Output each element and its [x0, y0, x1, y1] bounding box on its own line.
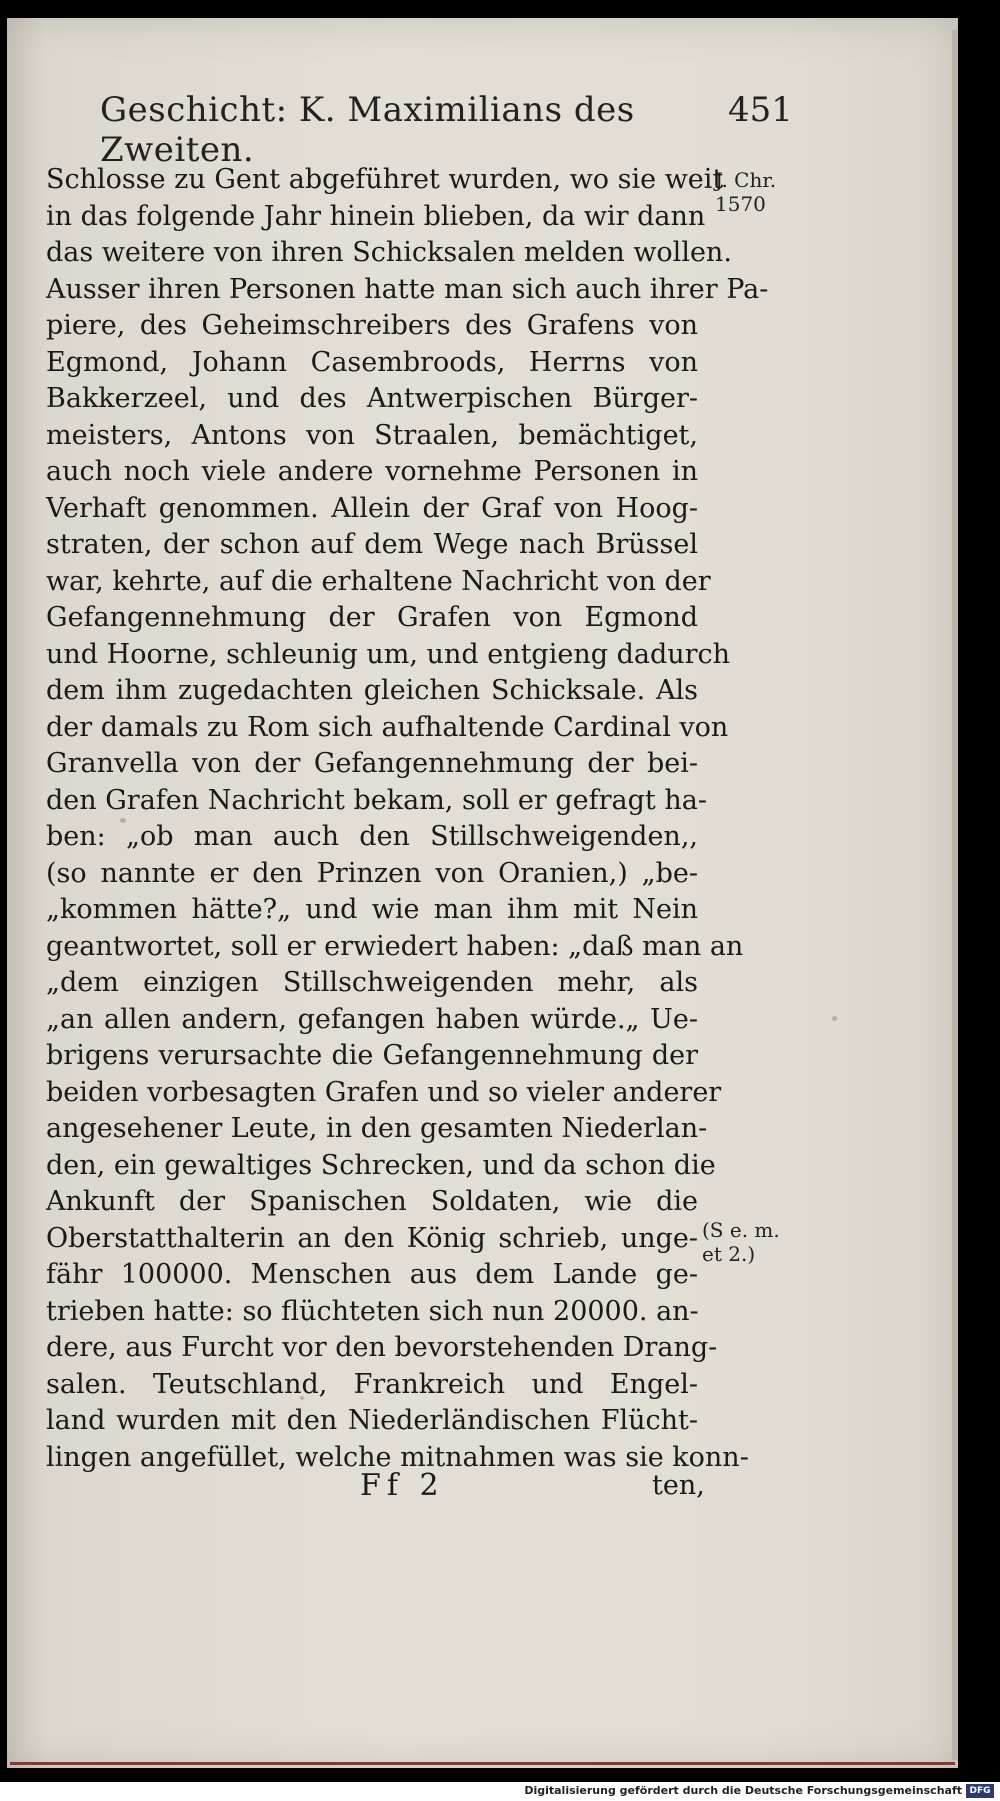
text-line: angesehener Leute, in den gesamten Niederlan-: [46, 1113, 708, 1144]
text-line: „dem einzigen Stillschweigenden mehr, als: [46, 967, 698, 998]
text-line: „kommen hätte?„ und wie man ihm mit Nein: [46, 894, 698, 925]
text-line: Gefangennehmung der Grafen von Egmond: [46, 602, 698, 633]
text-line: war, kehrte, auf die erhaltene Nachricht von der: [46, 565, 711, 597]
text-line: land wurden mit den Niederländischen Flücht-: [46, 1405, 698, 1436]
page-bottom-edge: [10, 1762, 955, 1765]
text-line: Granvella von der Gefangennehmung der bei-: [46, 748, 698, 779]
text-line: Bakkerzeel, und des Antwerpischen Bürger-: [46, 383, 698, 414]
text-line: Schlosse zu Gent abgeführet wurden, wo sie weit: [46, 164, 724, 195]
text-line: ben: „ob man auch den Stillschweigenden,,: [46, 821, 698, 852]
text-line: Verhaft genommen. Allein der Graf von Hoog-: [46, 492, 698, 524]
text-line: piere, des Geheimschreibers des Grafens von: [46, 310, 698, 341]
text-line: lingen angefüllet, welche mitnahmen was sie konn-: [46, 1441, 749, 1473]
text-line: fähr 100000. Menschen aus dem Lande ge-: [46, 1259, 698, 1290]
text-line: dem ihm zugedachten gleichen Schicksale. Als: [46, 675, 698, 706]
catchword: ten,: [652, 1470, 705, 1501]
text-line: salen. Teutschland, Frankreich und Engel-: [46, 1368, 698, 1400]
paper-spot: [832, 1016, 837, 1021]
text-line: das weitere von ihren Schicksalen melden wollen.: [46, 237, 732, 268]
page-edge: [952, 30, 958, 1760]
text-line: auch noch viele andere vornehme Personen in: [46, 456, 698, 487]
text-line: Oberstatthalterin an den König schrieb, unge-: [46, 1222, 698, 1254]
margin-year-label: J. Chr.: [715, 168, 777, 192]
signature-mark: Ff 2: [360, 1468, 445, 1503]
digitization-banner: [0, 1782, 1000, 1801]
text-line: brigens verursachte die Gefangennehmung der: [46, 1040, 698, 1071]
margin-reference-line-1: (S e. m.: [702, 1218, 780, 1242]
margin-reference-line-2: et 2.): [702, 1242, 756, 1266]
text-line: beiden vorbesagten Grafen und so vieler anderer: [46, 1076, 722, 1108]
text-line: und Hoorne, schleunig um, und entgieng dadurch: [46, 638, 731, 670]
text-line: Egmond, Johann Casembroods, Herrns von: [46, 346, 698, 378]
margin-year-value: 1570: [715, 192, 766, 216]
running-title: Geschicht: K. Maximilians des Zweiten.: [100, 90, 635, 170]
dfg-logo-icon: DFG: [966, 1784, 994, 1798]
text-line: „an allen andern, gefangen haben würde.„ Ue-: [46, 1003, 698, 1035]
text-line: meisters, Antons von Straalen, bemächtiget,: [46, 419, 698, 451]
margin-year-note: [715, 168, 776, 216]
text-line: den Grafen Nachricht bekam, soll er gefragt ha-: [46, 784, 707, 816]
text-line: straten, der schon auf dem Wege nach Brüssel: [46, 529, 698, 560]
text-line: der damals zu Rom sich aufhaltende Cardinal von: [46, 711, 729, 743]
text-line: Ausser ihren Personen hatte man sich auch ihrer Pa-: [46, 273, 769, 305]
text-line: dere, aus Furcht vor den bevorstehenden Drang-: [46, 1332, 718, 1363]
margin-reference-note: [702, 1218, 792, 1266]
text-line: den, ein gewaltiges Schrecken, und da schon die: [46, 1149, 716, 1181]
digitization-credit: Digitalisierung gefördert durch die Deutsche Forschungsgemeinschaft: [524, 1784, 962, 1797]
text-line: geantwortet, soll er erwiedert haben: „daß man an: [46, 930, 744, 962]
page-number: 451: [728, 90, 793, 130]
text-line: trieben hatte: so flüchteten sich nun 20000. an-: [46, 1295, 699, 1327]
text-line: Ankunft der Spanischen Soldaten, wie die: [46, 1186, 698, 1217]
text-line: (so nannte er den Prinzen von Oranien,) „be-: [46, 857, 698, 889]
text-line: in das folgende Jahr hinein blieben, da wir dann: [46, 200, 706, 232]
